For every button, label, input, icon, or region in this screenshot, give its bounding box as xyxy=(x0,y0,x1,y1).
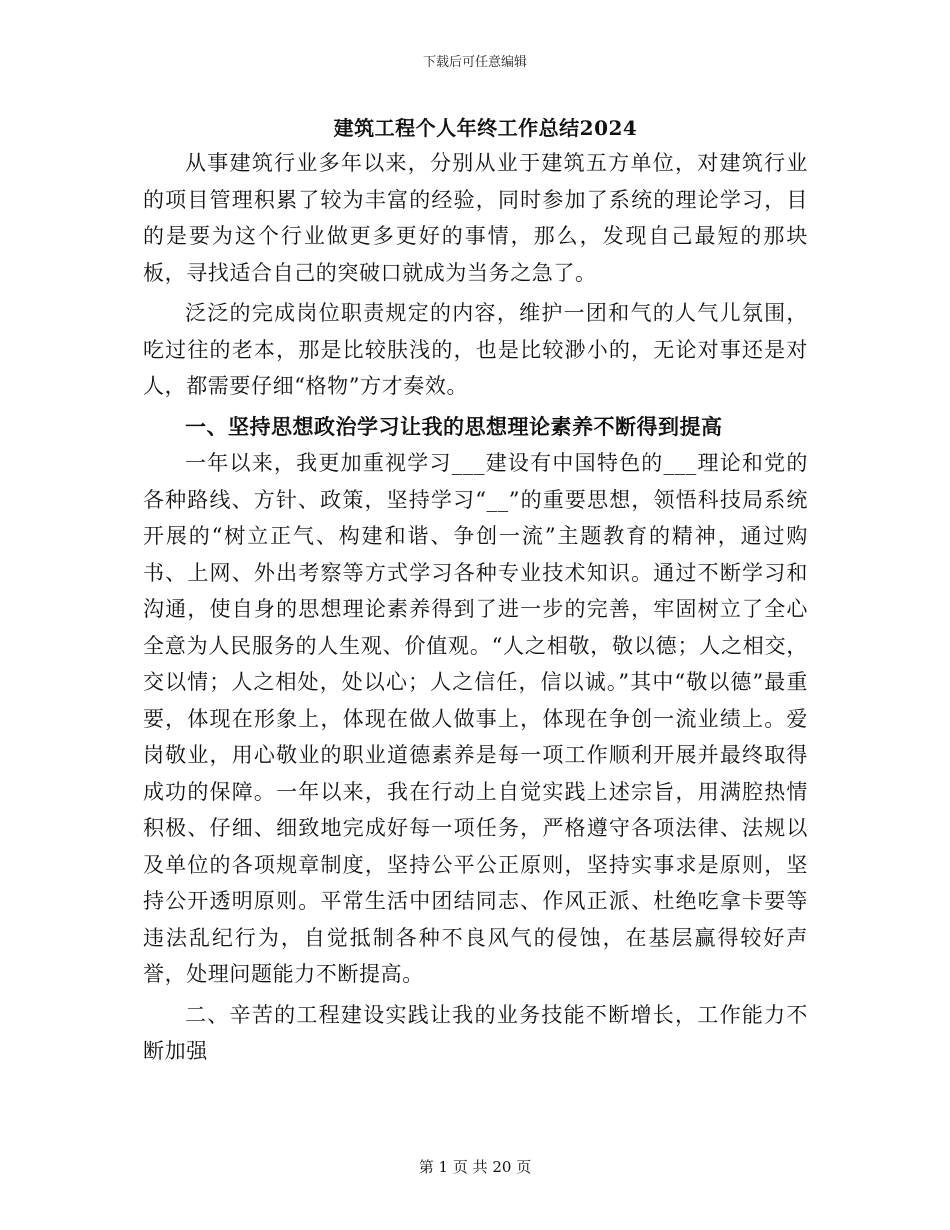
document-body xyxy=(143,113,808,1070)
second-paragraph: 泛泛的完成岗位职责规定的内容，维护一团和气的人气儿氛围，吃过往的老本，那是比较肤浅的，也是比较渺小的，无论对事还是对人，都需要仔细“格物”方才奏效。 xyxy=(143,301,808,398)
page-number: 第 1 页 共 20 页 xyxy=(418,1158,532,1176)
section-2-heading: 二、辛苦的工程建设实践让我的业务技能不断增长，工作能力不断加强 xyxy=(143,1002,808,1063)
section-1-heading: 一、坚持思想政治学习让我的思想理论素养不断得到提高 xyxy=(185,413,723,439)
document-title: 建筑工程个人年终工作总结2024 xyxy=(333,116,638,140)
header-note: 下载后可任意编辑 xyxy=(422,55,527,70)
intro-paragraph: 从事建筑行业多年以来，分别从业于建筑五方单位，对建筑行业的项目管理积累了较为丰富的经验，同时参加了系统的理论学习，目的是要为这个行业做更多更好的事情，那么，发现自己最短的那块板，寻找适合自己的突破口就成为当务之急了。 xyxy=(143,151,808,285)
section-1-body: 一年以来，我更加重视学习___建设有中国特色的___理论和党的各种路线、方针、政策，坚持学习“__”的重要思想，领悟科技局系统开展的“树立正气、构建和谐、争创一流”主题教育的精神，通过购书、上网、外出考察等方式学习各种专业技术知识。通过不断学习和沟通，使自身的思想理论素养得到了进一步的完善，牢固树立了全心全意为人民服务的人生观、价值观。“人之相敬，敬以德；人之相交，交以情；人之相处，处以心；人之信任，信以诚。”其中“敬以德”最重要，体现在形象上，体现在做人做事上，体现在争创一流业绩上。爱岗敬业，用心敬业的职业道德素养是每一项工作顺利开展并最终取得成功的保障。一年以来，我在行动上自觉实践上述宗旨，用满腔热情积极、仔细、细致地完成好每一项任务，严格遵守各项法律、法规以及单位的各项规章制度，坚持公平公正原则，坚持实事求是原则，坚持公开透明原则。平常生活中团结同志、作风正派、杜绝吃拿卡要等违法乱纪行为，自觉抵制各种不良风气的侵蚀，在基层赢得较好声誉，处理问题能力不断提高。 xyxy=(143,451,808,986)
